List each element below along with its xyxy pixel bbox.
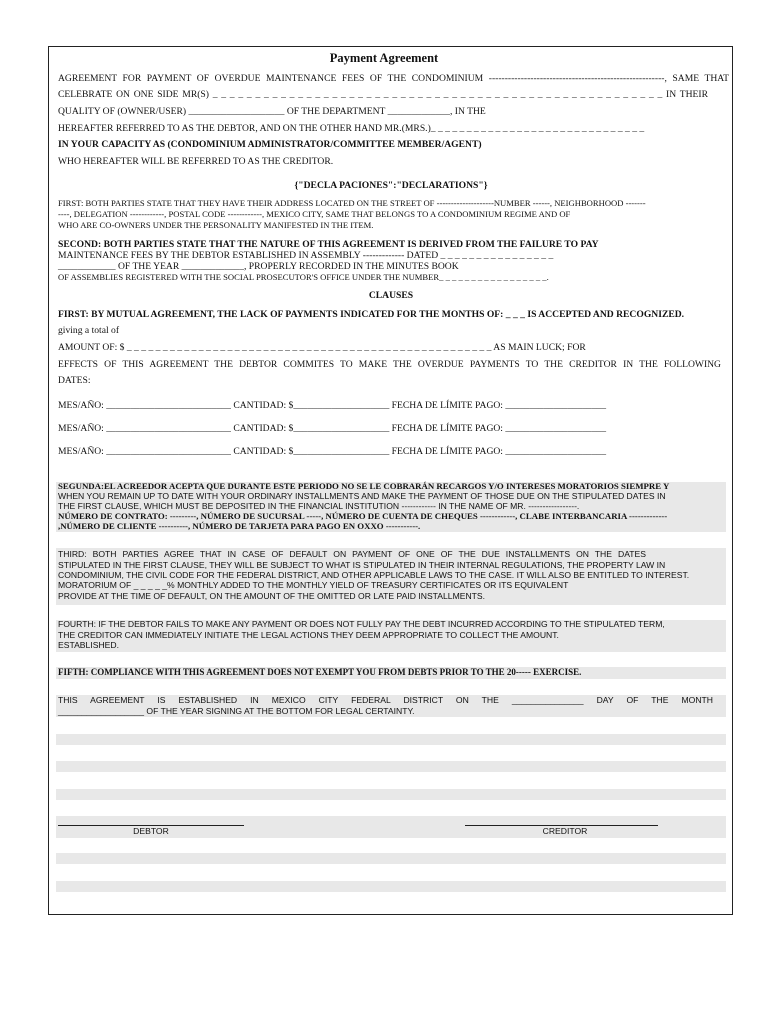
debtor-label: DEBTOR: [133, 826, 169, 836]
clauses-heading: CLAUSES: [368, 290, 414, 301]
intro-line: AGREEMENT FOR PAYMENT OF OVERDUE MAINTENANCE FEES OF THE CONDOMINIUM -------------------------------------------------------, SAME THAT: [58, 73, 729, 84]
first-line: ----, DELEGATION ------------, POSTAL CODE ------------, MEXICO CITY, SAME THAT BELONGS TO A CONDOMINIUM REGIME AND OF: [58, 209, 571, 219]
segunda-line: ,NÚMERO DE CLIENTE ----------, NÚMERO DE TARJETA PARA PAGO EN OXXO -----------.: [58, 521, 421, 531]
third-line: STIPULATED IN THE FIRST CLAUSE, THEY WILL BE SUBJECT TO WHAT IS STIPULATED IN THEIR INTERNAL REGULATIONS, THE PROPERTY LAW IN: [58, 560, 666, 570]
payment-row: MES/AÑO: __________________________ CANTIDAD: $____________________ FECHA DE LÍMITE PAGO: _____________________: [58, 446, 607, 457]
intro-line: IN YOUR CAPACITY AS (CONDOMINIUM ADMINISTRATOR/COMMITTEE MEMBER/AGENT): [58, 139, 482, 150]
clause-first-line: giving a total of: [58, 325, 120, 336]
closing-line: __________________ OF THE YEAR SIGNING AT THE BOTTOM FOR LEGAL CERTAINTY.: [58, 706, 415, 716]
creditor-label: CREDITOR: [542, 826, 588, 836]
closing-line: THIS AGREEMENT IS ESTABLISHED IN MEXICO CITY FEDERAL DISTRICT ON THE _______________ DAY OF THE MONTH: [58, 695, 713, 705]
shaded-band: [56, 881, 726, 892]
second-line: ____________ OF THE YEAR _____________, PROPERLY RECORDED IN THE MINUTES BOOK: [58, 261, 459, 272]
payment-row: MES/AÑO: __________________________ CANTIDAD: $____________________ FECHA DE LÍMITE PAGO: _____________________: [58, 423, 607, 434]
shaded-band: [56, 789, 726, 800]
second-line: SECOND: BOTH PARTIES STATE THAT THE NATURE OF THIS AGREEMENT IS DERIVED FROM THE FAILURE TO PAY: [58, 239, 599, 250]
intro-line: QUALITY OF (OWNER/USER) ____________________ OF THE DEPARTMENT _____________, IN THE: [58, 106, 486, 117]
shaded-band: [56, 761, 726, 772]
shaded-band: [56, 853, 726, 864]
payment-row: MES/AÑO: __________________________ CANTIDAD: $____________________ FECHA DE LÍMITE PAGO: _____________________: [58, 400, 607, 411]
segunda-line: WHEN YOU REMAIN UP TO DATE WITH YOUR ORDINARY INSTALLMENTS AND MAKE THE PAYMENT OF THOSE DUE ON THE STIPULATED DATES IN: [58, 491, 666, 501]
clause-first-line: DATES:: [58, 375, 91, 386]
segunda-line: THE FIRST CLAUSE, WHICH MUST BE DEPOSITED IN THE FINANCIAL INSTITUTION ------------ IN THE NAME OF MR. -----------------.: [58, 501, 580, 511]
clause-first-line: FIRST: BY MUTUAL AGREEMENT, THE LACK OF PAYMENTS INDICATED FOR THE MONTHS OF: _ _ _ IS ACCEPTED AND RECOGNIZED.: [58, 309, 685, 320]
fourth-line: THE CREDITOR CAN IMMEDIATELY INITIATE THE LEGAL ACTIONS THEY DEEM APPROPRIATE TO COLLECT THE AMOUNT.: [58, 630, 559, 640]
third-line: THIRD: BOTH PARTIES AGREE THAT IN CASE OF DEFAULT ON PAYMENT OF ONE OF THE DUE INSTALLMENTS ON THE DATES: [58, 549, 646, 559]
first-line: WHO ARE CO-OWNERS UNDER THE PERSONALITY MANIFESTED IN THE ITEM.: [58, 220, 374, 230]
fourth-line: FOURTH: IF THE DEBTOR FAILS TO MAKE ANY PAYMENT OR DOES NOT FULLY PAY THE DEBT INCURRED ACCORDING TO THE STIPULATED TERM,: [58, 619, 665, 629]
second-line: MAINTENANCE FEES BY THE DEBTOR ESTABLISHED IN ASSEMBLY ------------- DATED _ _ _ _ _ _ _ _ _ _ _ _ _ _ _ _: [58, 250, 554, 261]
third-line: CONDOMINIUM, THE CIVIL CODE FOR THE FEDERAL DISTRICT, AND OTHER APPLICABLE LAWS TO THE CASE. IT WILL ALSO BE ENTITLED TO INTEREST.: [58, 570, 690, 580]
fourth-line: ESTABLISHED.: [58, 640, 119, 650]
declarations-heading: {"DECLA PACIONES":"DECLARATIONS"}: [294, 180, 488, 191]
third-line: MORATORIUM OF _ _ _ _ _% MONTHLY ADDED TO THE MONTHLY YIELD OF TREASURY CERTIFICATES OR ITS EQUIVALENT: [58, 580, 569, 590]
fifth-clause: FIFTH: COMPLIANCE WITH THIS AGREEMENT DOES NOT EXEMPT YOU FROM DEBTS PRIOR TO THE 20----- EXERCISE.: [58, 667, 582, 677]
second-line: OF ASSEMBLIES REGISTERED WITH THE SOCIAL PROSECUTOR'S OFFICE UNDER THE NUMBER_ _ _ _ _ _ _ _ _ _ _ _ _ _ _ _ _.: [58, 272, 549, 282]
clause-first-line: EFFECTS OF THIS AGREEMENT THE DEBTOR COMMITES TO MAKE THE OVERDUE PAYMENTS TO THE CREDITOR IN THE FOLLOWING: [58, 359, 721, 370]
clause-first-line: AMOUNT OF: $ _ _ _ _ _ _ _ _ _ _ _ _ _ _ _ _ _ _ _ _ _ _ _ _ _ _ _ _ _ _ _ _ _ _ _ _ _ _ _ _ _ _ _ _ _ _ _ _ _ _ _ AS MAIN LUCK; FOR: [58, 342, 586, 353]
shaded-band: [56, 734, 726, 745]
first-line: FIRST: BOTH PARTIES STATE THAT THEY HAVE THEIR ADDRESS LOCATED ON THE STREET OF --------------------NUMBER ------, NEIGHBORHOOD -------: [58, 198, 646, 208]
segunda-line: SEGUNDA:EL ACREEDOR ACEPTA QUE DURANTE ESTE PERIODO NO SE LE COBRARÁN RECARGOS Y/O INTERESES MORATORIOS SIEMPRE Y: [58, 481, 670, 491]
intro-line: WHO HEREAFTER WILL BE REFERRED TO AS THE CREDITOR.: [58, 156, 334, 167]
intro-line: HEREAFTER REFERRED TO AS THE DEBTOR, AND ON THE OTHER HAND MR.(MRS.)_ _ _ _ _ _ _ _ _ _ _ _ _ _ _ _ _ _ _ _ _ _ _ _ _ _ _ _ _ _: [58, 123, 645, 134]
segunda-line: NÚMERO DE CONTRATO: ---------, NÚMERO DE SUCURSAL -----, NÚMERO DE CUENTA DE CHEQUES ------------, CLABE INTERBANCARIA -------------: [58, 511, 668, 521]
intro-line: CELEBRATE ON ONE SIDE MR(S) _ _ _ _ _ _ _ _ _ _ _ _ _ _ _ _ _ _ _ _ _ _ _ _ _ _ _ _ _ _ _ _ _ _ _ _ _ _ _ _ _ _ _ _ _ _ _ _ _ _ _ _ _ IN THEIR: [58, 89, 708, 100]
third-line: PROVIDE AT THE TIME OF DEFAULT, ON THE AMOUNT OF THE OMITTED OR LATE PAID INSTALLMENTS.: [58, 591, 486, 601]
page-title: Payment Agreement: [329, 51, 439, 65]
